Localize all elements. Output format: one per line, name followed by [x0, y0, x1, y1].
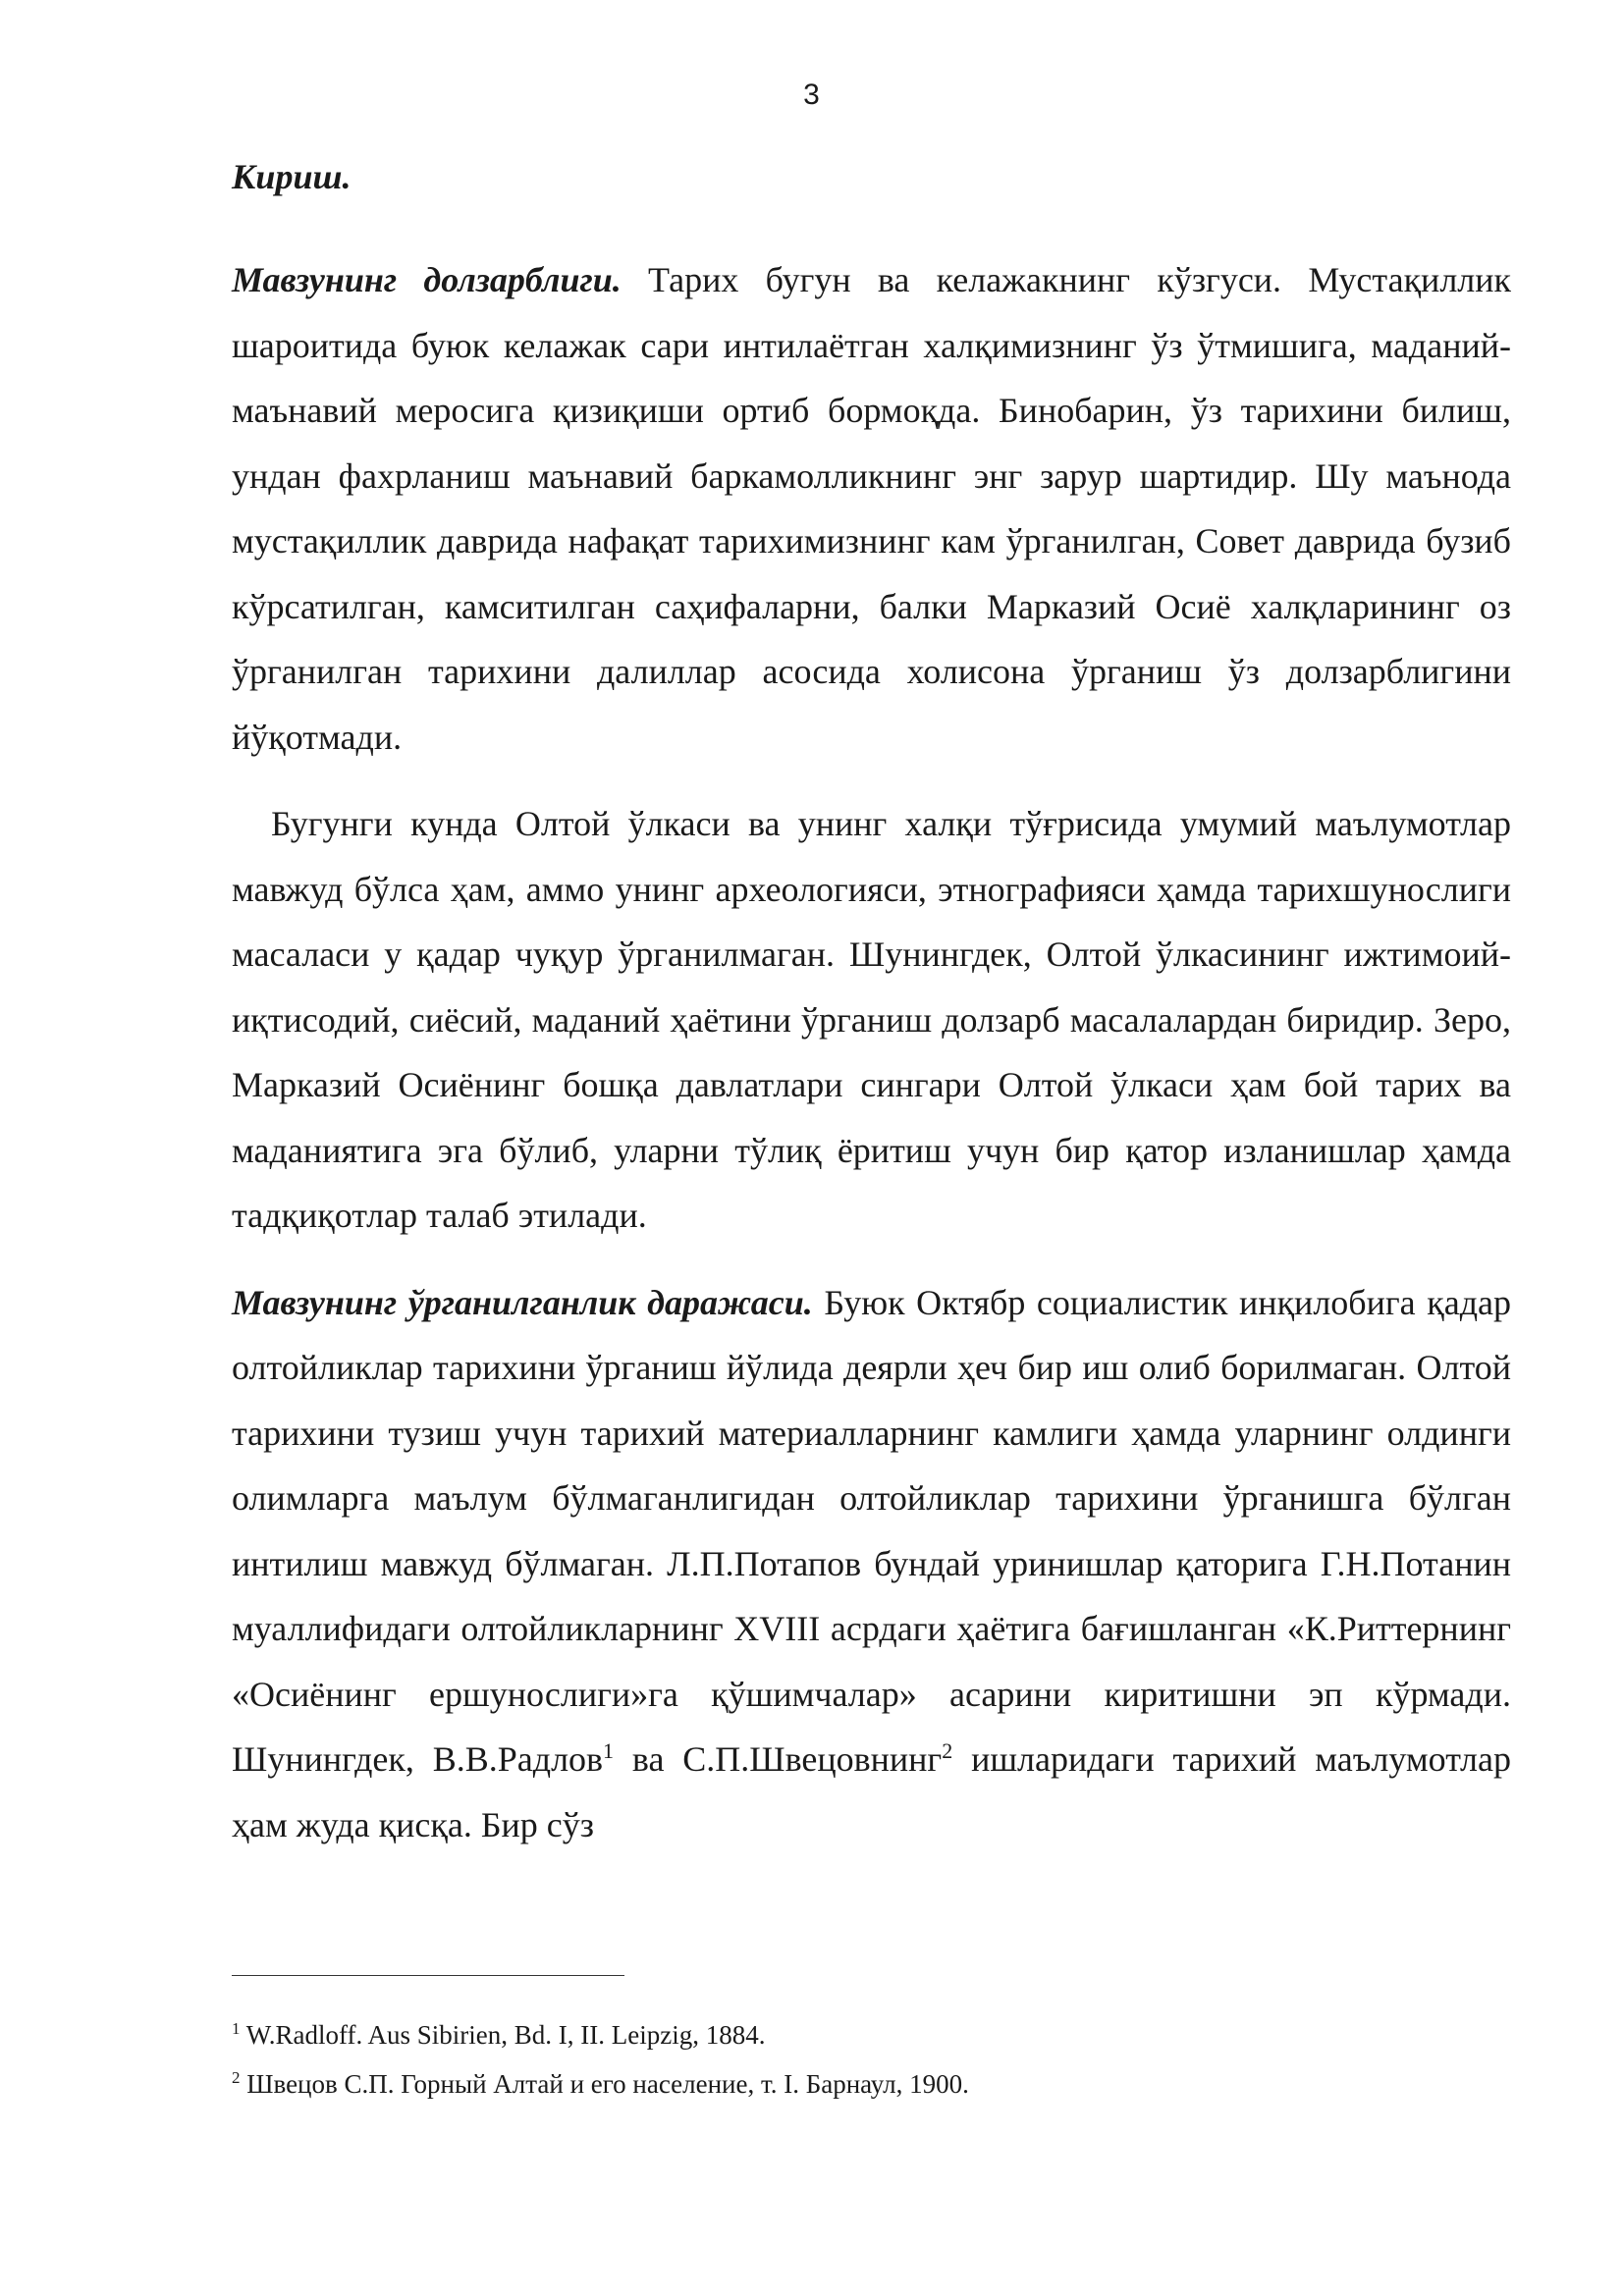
- footnotes: [232, 2012, 1511, 2110]
- footnote-ref-1[interactable]: 1: [603, 1738, 615, 1763]
- footnote-mark-1: 1: [232, 2019, 241, 2038]
- section-heading: Кириш.: [232, 157, 352, 196]
- footnote-ref-2[interactable]: 2: [942, 1738, 953, 1763]
- footnote-mark-2: 2: [232, 2068, 241, 2087]
- footnote-text-2: Швецов С.П. Горный Алтай и его население, т. I. Барнаул, 1900.: [240, 2069, 969, 2099]
- paragraph-altai-overview: [232, 791, 1511, 1249]
- paragraph-relevance: [232, 247, 1511, 770]
- paragraph-text-study-degree-b: ва С.П.Швецовнинг: [614, 1739, 943, 1779]
- footnote-separator: [232, 1975, 624, 1976]
- paragraph-text-study-degree-c: ишларидаги тарихий маълумотлар ҳам жуда қисқа. Бир сўз: [232, 1739, 1511, 1844]
- footnote-text-1: W.Radloff. Aus Sibirien, Bd. I, II. Leipzig, 1884.: [240, 2020, 766, 2050]
- footnote-2: [232, 2061, 1511, 2107]
- paragraph-study-degree: [232, 1270, 1511, 1858]
- footnote-1: [232, 2012, 1511, 2057]
- paragraph-text-relevance: Тарих бугун ва келажакнинг кўзгуси. Мустақиллик шароитида буюк келажак сари интилаётган халқимизнинг ўз ўтмишига, маданий-маънавий меросига қизиқиши ортиб бормоқда. Бинобарин, ўз тарихини билиш, ундан фахрланиш маънавий баркамолликнинг энг зарур шартидир. Шу маънода мустақиллик даврида нафақат тарихимизнинг кам ўрганилган, Совет даврида бузиб кўрсатилган, камситилган саҳифаларни, балки Марказий Осиё халқларининг оз ўрганилган тарихини далиллар асосида холисона ўрганиш ўз долзарблигини йўқотмади.: [232, 260, 1512, 757]
- paragraph-lead-study-degree: Мавзунинг ўрганилганлик даражаси.: [232, 1282, 813, 1322]
- paragraph-lead-relevance: Мавзунинг долзарблиги.: [232, 260, 622, 299]
- document-body: [232, 157, 1511, 1879]
- paragraph-text-study-degree-a: Буюк Октябр социалистик инқилобига қадар олтойликлар тарихини ўрганиш йўлида деярли ҳеч бир иш олиб борилмаган. Олтой тарихини тузиш учун тарихий материалларнинг камлиги ҳамда уларнинг олдинги олимларга маълум бўлмаганлигидан олтойликлар тарихини ўрганишга бўлган интилиш мавжуд бўлмаган. Л.П.Потапов бундай уринишлар қаторига Г.Н.Потанин муаллифидаги олтойликларнинг XVIII асрдаги ҳаётига бағишланган «К.Риттернинг «Осиёнинг ершунослиги»га қўшимчалар» асарини киритишни эп кўрмади. Шунингдек, В.В.Радлов: [232, 1282, 1511, 1779]
- paragraph-text-altai-overview: Бугунги кунда Олтой ўлкаси ва унинг халқи тўғрисида умумий маълумотлар мавжуд бўлса ҳам, аммо унинг археологияси, этнографияси ҳамда тарихшунослиги масаласи у қадар чуқур ўрганилмаган. Шунингдек, Олтой ўлкасининг ижтимоий-иқтисодий, сиёсий, маданий ҳаётини ўрганиш долзарб масалалардан биридир. Зеро, Марказий Осиёнинг бошқа давлатлари сингари Олтой ўлкаси ҳам бой тарих ва маданиятига эга бўлиб, уларни тўлиқ ёритиш учун бир қатор изланишлар ҳамда тадқиқотлар талаб этилади.: [232, 804, 1511, 1235]
- page-number: 3: [803, 79, 820, 111]
